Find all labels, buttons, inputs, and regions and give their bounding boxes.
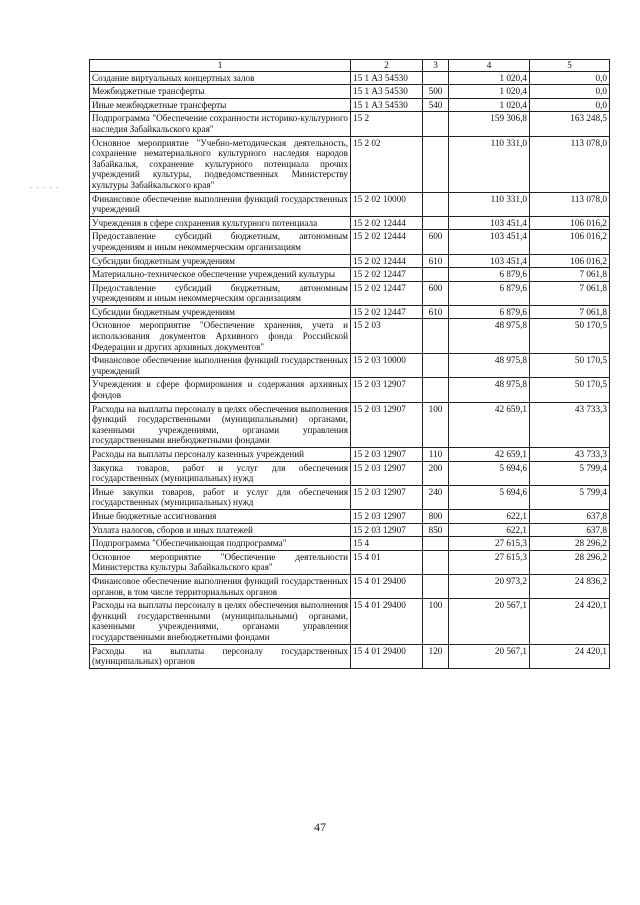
table-row [90, 574, 610, 598]
row-value-year2-cell: 637,8 [530, 523, 610, 537]
row-name-cell: Иные бюджетные ассигнования [90, 509, 351, 523]
row-value-year1-cell: 42 659,1 [449, 402, 530, 447]
row-value-year1-cell: 622,1 [449, 509, 530, 523]
row-name-cell: Финансовое обеспечение выполнения функций государственных органов, в том числе территориальных органов [90, 574, 351, 598]
page-number: 47 [314, 820, 326, 834]
row-value-year2-cell: 28 296,2 [530, 537, 610, 551]
row-code-cell: 15 4 01 29400 [351, 644, 423, 668]
row-value-year1-cell: 27 615,3 [449, 550, 530, 574]
row-name-cell: Подпрограмма "Обеспечение сохранности историко-культурного наследия Забайкальского края" [90, 112, 351, 136]
row-name-cell: Расходы на выплаты персоналу в целях обеспечения выполнения функций государственными (муниципальными) органами, казенными учреждениями, органами управления государственными внебюджетными фондами [90, 402, 351, 447]
row-group-cell: 120 [423, 644, 449, 668]
row-group-cell [423, 550, 449, 574]
table-row [90, 644, 610, 668]
row-group-cell: 600 [423, 281, 449, 305]
header-col-group: 3 [423, 60, 449, 72]
row-code-cell: 15 2 02 12447 [351, 281, 423, 305]
row-code-cell: 15 2 02 10000 [351, 192, 423, 216]
header-col-name: 1 [90, 60, 351, 72]
row-name-cell: Предоставление субсидий бюджетным, автономным учреждениям и иным некоммерческим организациям [90, 230, 351, 254]
table-row [90, 268, 610, 282]
row-value-year2-cell: 0,0 [530, 98, 610, 112]
row-value-year1-cell: 622,1 [449, 523, 530, 537]
row-value-year1-cell: 20 567,1 [449, 599, 530, 644]
row-value-year1-cell: 110 331,0 [449, 136, 530, 192]
row-value-year1-cell: 5 694,6 [449, 485, 530, 509]
table-row [90, 523, 610, 537]
row-value-year1-cell: 103 451,4 [449, 254, 530, 268]
row-value-year2-cell: 163 248,5 [530, 112, 610, 136]
row-group-cell [423, 537, 449, 551]
row-code-cell: 15 1 А3 54530 [351, 98, 423, 112]
row-name-cell: Расходы на выплаты персоналу государственных (муниципальных) органов [90, 644, 351, 668]
row-code-cell: 15 2 02 12444 [351, 230, 423, 254]
row-value-year2-cell: 106 016,2 [530, 216, 610, 230]
row-value-year2-cell: 43 733,3 [530, 448, 610, 462]
table-row [90, 281, 610, 305]
row-code-cell: 15 2 02 [351, 136, 423, 192]
row-value-year1-cell: 6 879,6 [449, 281, 530, 305]
row-group-cell [423, 136, 449, 192]
row-name-cell: Учреждения в сфере формирования и содержания архивных фондов [90, 378, 351, 402]
row-value-year1-cell: 27 615,3 [449, 537, 530, 551]
row-group-cell [423, 319, 449, 354]
row-group-cell [423, 268, 449, 282]
row-value-year2-cell: 0,0 [530, 85, 610, 99]
row-value-year1-cell: 159 306,8 [449, 112, 530, 136]
table-row [90, 305, 610, 319]
row-group-cell [423, 112, 449, 136]
row-name-cell: Подпрограмма "Обеспечивающая подпрограмма" [90, 537, 351, 551]
table-row [90, 509, 610, 523]
row-code-cell: 15 2 [351, 112, 423, 136]
row-code-cell: 15 1 А3 54530 [351, 85, 423, 99]
row-group-cell: 800 [423, 509, 449, 523]
row-value-year2-cell: 7 061,8 [530, 268, 610, 282]
row-code-cell: 15 4 01 29400 [351, 599, 423, 644]
row-name-cell: Основное мероприятие "Обеспечение хранения, учета и использования документов Архивного фонда Российской Федерации и других архивных документов" [90, 319, 351, 354]
row-group-cell: 610 [423, 254, 449, 268]
row-name-cell: Субсидии бюджетным учреждениям [90, 254, 351, 268]
row-code-cell: 15 2 03 12907 [351, 523, 423, 537]
row-group-cell [423, 378, 449, 402]
table-row [90, 461, 610, 485]
row-code-cell: 15 2 03 10000 [351, 354, 423, 378]
table-row [90, 254, 610, 268]
row-code-cell: 15 2 03 12907 [351, 402, 423, 447]
row-value-year1-cell: 1 020,4 [449, 98, 530, 112]
table-body [90, 71, 610, 668]
row-name-cell: Предоставление субсидий бюджетным, автономным учреждениям и иным некоммерческим организациям [90, 281, 351, 305]
row-code-cell: 15 2 02 12444 [351, 216, 423, 230]
row-value-year1-cell: 110 331,0 [449, 192, 530, 216]
row-value-year1-cell: 103 451,4 [449, 230, 530, 254]
budget-table [89, 59, 610, 669]
row-value-year1-cell: 48 975,8 [449, 354, 530, 378]
row-value-year2-cell: 50 170,5 [530, 319, 610, 354]
row-code-cell: 15 2 03 12907 [351, 461, 423, 485]
row-value-year2-cell: 106 016,2 [530, 254, 610, 268]
row-code-cell: 15 2 02 12447 [351, 268, 423, 282]
row-code-cell: 15 2 03 12907 [351, 378, 423, 402]
row-value-year2-cell: 50 170,5 [530, 378, 610, 402]
row-value-year2-cell: 43 733,3 [530, 402, 610, 447]
row-code-cell: 15 2 03 [351, 319, 423, 354]
row-value-year1-cell: 20 567,1 [449, 644, 530, 668]
row-group-cell: 240 [423, 485, 449, 509]
row-value-year1-cell: 48 975,8 [449, 378, 530, 402]
table-row [90, 354, 610, 378]
row-value-year2-cell: 113 078,0 [530, 136, 610, 192]
table-row [90, 402, 610, 447]
table-row [90, 550, 610, 574]
row-group-cell [423, 71, 449, 85]
row-group-cell [423, 354, 449, 378]
row-value-year1-cell: 1 020,4 [449, 85, 530, 99]
table-row [90, 485, 610, 509]
table-row [90, 216, 610, 230]
row-name-cell: Уплата налогов, сборов и иных платежей [90, 523, 351, 537]
row-value-year2-cell: 24 420,1 [530, 599, 610, 644]
row-name-cell: Закупка товаров, работ и услуг для обеспечения государственных (муниципальных) нужд [90, 461, 351, 485]
row-group-cell: 100 [423, 402, 449, 447]
row-group-cell: 610 [423, 305, 449, 319]
row-value-year2-cell: 637,8 [530, 509, 610, 523]
row-group-cell [423, 192, 449, 216]
row-group-cell [423, 574, 449, 598]
header-col-year1: 4 [449, 60, 530, 72]
row-name-cell: Основное мероприятие "Обеспечение деятельности Министерства культуры Забайкальского края" [90, 550, 351, 574]
table-row [90, 136, 610, 192]
table-row [90, 71, 610, 85]
row-value-year2-cell: 7 061,8 [530, 305, 610, 319]
row-name-cell: Создание виртуальных концертных залов [90, 71, 351, 85]
row-value-year2-cell: 24 836,2 [530, 574, 610, 598]
table-row [90, 112, 610, 136]
row-name-cell: Учреждения в сфере сохранения культурного потенциала [90, 216, 351, 230]
table-row [90, 98, 610, 112]
row-code-cell: 15 4 01 [351, 550, 423, 574]
row-value-year1-cell: 42 659,1 [449, 448, 530, 462]
row-code-cell: 15 4 [351, 537, 423, 551]
table-row [90, 230, 610, 254]
header-col-code: 2 [351, 60, 423, 72]
row-value-year1-cell: 103 451,4 [449, 216, 530, 230]
row-value-year1-cell: 6 879,6 [449, 268, 530, 282]
row-value-year2-cell: 106 016,2 [530, 230, 610, 254]
row-name-cell: Расходы на выплаты персоналу казенных учреждений [90, 448, 351, 462]
row-group-cell: 600 [423, 230, 449, 254]
table-row [90, 319, 610, 354]
row-value-year2-cell: 50 170,5 [530, 354, 610, 378]
row-name-cell: Иные закупки товаров, работ и услуг для обеспечения государственных (муниципальных) нужд [90, 485, 351, 509]
row-group-cell: 500 [423, 85, 449, 99]
row-name-cell: Расходы на выплаты персоналу в целях обеспечения выполнения функций государственными (муниципальными) органами, казенными учреждениями, органами управления государственными внебюджетными фондами [90, 599, 351, 644]
row-value-year1-cell: 6 879,6 [449, 305, 530, 319]
row-value-year1-cell: 48 975,8 [449, 319, 530, 354]
row-name-cell: Иные межбюджетные трансферты [90, 98, 351, 112]
table-row [90, 85, 610, 99]
row-group-cell: 850 [423, 523, 449, 537]
row-group-cell: 540 [423, 98, 449, 112]
row-code-cell: 15 4 01 29400 [351, 574, 423, 598]
row-code-cell: 15 2 03 12907 [351, 448, 423, 462]
table-row [90, 378, 610, 402]
row-name-cell: Основное мероприятие "Учебно-методическая деятельность, сохранение нематериального культурного наследия народов Забайкалья, сохранение культурного потенциала прочих учреждений культуры, подведомственных Министерству культуры Забайкальского края" [90, 136, 351, 192]
row-value-year2-cell: 28 296,2 [530, 550, 610, 574]
row-code-cell: 15 1 А3 54530 [351, 71, 423, 85]
row-code-cell: 15 2 02 12447 [351, 305, 423, 319]
row-name-cell: Материально-техническое обеспечение учреждений культуры [90, 268, 351, 282]
table-row [90, 448, 610, 462]
row-value-year2-cell: 5 799,4 [530, 461, 610, 485]
table-header-row [90, 60, 610, 72]
table-row [90, 599, 610, 644]
row-group-cell [423, 216, 449, 230]
row-name-cell: Субсидии бюджетным учреждениям [90, 305, 351, 319]
row-name-cell: Финансовое обеспечение выполнения функций государственных учреждений [90, 354, 351, 378]
row-group-cell: 100 [423, 599, 449, 644]
row-code-cell: 15 2 03 12907 [351, 485, 423, 509]
row-value-year2-cell: 7 061,8 [530, 281, 610, 305]
scan-artifact: . . . . . [30, 180, 60, 190]
row-value-year1-cell: 20 973,2 [449, 574, 530, 598]
row-value-year2-cell: 24 420,1 [530, 644, 610, 668]
table-row [90, 192, 610, 216]
row-value-year1-cell: 1 020,4 [449, 71, 530, 85]
row-code-cell: 15 2 03 12907 [351, 509, 423, 523]
row-group-cell: 200 [423, 461, 449, 485]
row-value-year2-cell: 5 799,4 [530, 485, 610, 509]
row-code-cell: 15 2 02 12444 [351, 254, 423, 268]
row-value-year1-cell: 5 694,6 [449, 461, 530, 485]
row-value-year2-cell: 0,0 [530, 71, 610, 85]
row-name-cell: Финансовое обеспечение выполнения функций государственных учреждений [90, 192, 351, 216]
row-value-year2-cell: 113 078,0 [530, 192, 610, 216]
row-group-cell: 110 [423, 448, 449, 462]
header-col-year2: 5 [530, 60, 610, 72]
table-row [90, 537, 610, 551]
row-name-cell: Межбюджетные трансферты [90, 85, 351, 99]
